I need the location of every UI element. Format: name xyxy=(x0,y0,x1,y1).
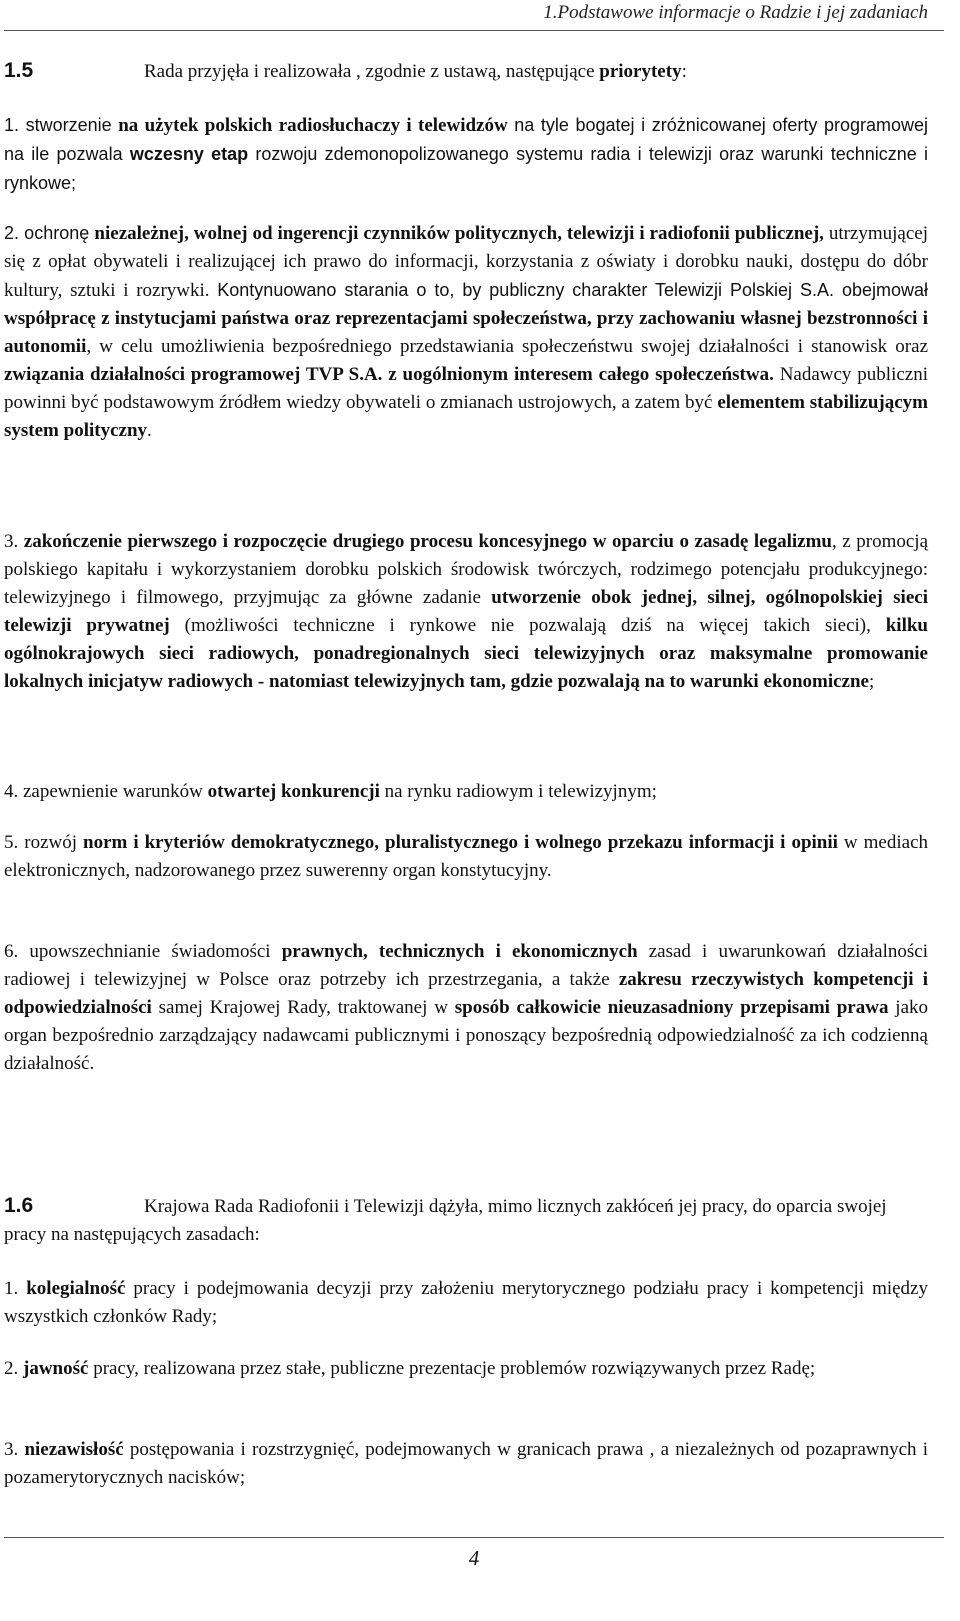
document-page xyxy=(4,0,944,1621)
item-text: , z promocją polskiego kapitału i wykorzystaniem dorobku polskich środowisk twórczych, rodzimego potencjału produkcyjnego: telewizyjnego i filmowego, przyjmując za główne zadanie xyxy=(4,531,929,608)
item-bold: wczesny etap xyxy=(129,144,249,164)
priority-item-6 xyxy=(4,938,928,1078)
item-text: zasad i uwarunkowań działalności radiowej i telewizyjnej w Polsce oraz potrzeby ich przestrzegania, a także xyxy=(4,941,928,990)
item-bold: współpracę z instytucjami państwa oraz reprezentacjami społeczeństwa, przy zachowaniu własnej bezstronności i autonomii xyxy=(4,308,928,357)
item-bold: elementem stabilizującym system polityczny xyxy=(4,392,928,441)
item-bold: otwartej konkurencji xyxy=(207,781,380,802)
item-text: utrzymującej się z opłat obywateli i realizującej ich prawo do informacji, korzystania z oświaty i dorobku nauki, dostępu do dóbr kultury, sztuki i rozrywki. xyxy=(4,223,928,301)
item-bold: zakresu rzeczywistych kompetencji i odpowiedzialności xyxy=(4,969,928,1018)
principle-item-3 xyxy=(4,1436,928,1492)
section-1-6-heading xyxy=(4,1192,928,1249)
item-text: 1. xyxy=(4,1278,27,1299)
item-text: 3. xyxy=(4,1439,25,1460)
item-bold: jawność xyxy=(23,1358,89,1379)
item-text: 1. stworzenie xyxy=(4,115,119,135)
item-bold: zakończenie pierwszego i rozpoczęcie drugiego procesu koncesyjnego w oparciu o zasadę legalizmu xyxy=(23,531,832,552)
item-text: na rynku radiowym i telewizyjnym; xyxy=(379,781,657,802)
item-bold: sposób całkowicie nieuzasadniony przepisami prawa xyxy=(454,997,889,1018)
section-intro-bold: priorytety xyxy=(599,61,682,82)
item-text: (możliwości techniczne i rynkowe nie pozwalają dziś na więcej takich sieci), xyxy=(169,615,886,636)
item-text: w mediach elektronicznych, nadzorowanego przez suwerenny organ konstytucyjny. xyxy=(4,832,929,881)
item-text: jako organ bezpośrednio zarządzający nadawcami publicznymi i ponoszący bezpośrednią odpowiedzialność za ich codzienną działalność. xyxy=(4,997,928,1074)
priority-item-1 xyxy=(4,111,928,198)
item-text: ; xyxy=(868,671,875,692)
item-text: , w celu umożliwienia bezpośredniego przedstawiania społeczeństwu swojej działalności i stanowisk oraz xyxy=(86,336,928,357)
footer-rule xyxy=(4,1537,944,1538)
running-header: 1.Podstawowe informacje o Radzie i jej zadaniach xyxy=(543,2,928,23)
page-number: 4 xyxy=(468,1546,480,1570)
item-text: 4. zapewnienie warunków xyxy=(4,781,208,802)
item-bold: związania działalności programowej TVP S.A. z uogólnionym interesem całego społeczeństwa. xyxy=(4,364,774,385)
item-text: 2. ochronę xyxy=(4,223,95,243)
priority-item-2 xyxy=(4,219,928,445)
item-text: 2. xyxy=(4,1358,23,1379)
item-bold: na użytek polskich radiosłuchaczy i telewidzów xyxy=(118,115,508,136)
item-text: 5. rozwój xyxy=(4,832,83,853)
principle-item-1 xyxy=(4,1275,928,1331)
item-bold: utworzenie obok jednej, silnej, ogólnopolskiej sieci telewizji prywatnej xyxy=(4,587,928,636)
item-text: Kontynuowano starania o to, by publiczny charakter Telewizji Polskiej S.A. obejmował xyxy=(217,280,928,300)
item-bold: kolegialność xyxy=(26,1278,126,1299)
priority-item-5 xyxy=(4,829,928,885)
item-text: . xyxy=(147,420,152,441)
item-text: samej Krajowej Rady, traktowanej w xyxy=(151,997,455,1018)
section-number: 1.6 xyxy=(4,1194,34,1217)
item-text: pracy, realizowana przez stałe, publiczne prezentacje problemów rozwiązywanych przez Radę; xyxy=(88,1358,816,1379)
header-rule xyxy=(4,30,944,31)
item-text: rozwoju zdemonopolizowanego systemu radia i telewizji oraz warunki techniczne i rynkowe; xyxy=(4,144,928,193)
item-bold: niezależnej, wolnej od ingerencji czynników politycznych, telewizji i radiofonii publicznej, xyxy=(94,223,824,244)
item-bold: kilku ogólnokrajowych sieci radiowych, ponadregionalnych sieci telewizyjnych oraz maksymalne promowanie lokalnych inicjatyw radiowych - natomiast telewizyjnych tam, gdzie pozwalają na to warunki ekonomiczne xyxy=(4,615,928,692)
item-text: pracy i podejmowania decyzji przy założeniu merytorycznego podziału pracy i kompetencji między wszystkich członków Rady; xyxy=(4,1278,928,1327)
section-intro: Krajowa Rada Radiofonii i Telewizji dążyła, mimo licznych zakłóceń jej pracy, do oparcia swojej pracy na następujących zasadach: xyxy=(4,1196,887,1245)
item-bold: norm i kryteriów demokratycznego, pluralistycznego i wolnego przekazu informacji i opinii xyxy=(83,832,838,853)
item-bold: niezawisłość xyxy=(24,1439,124,1460)
section-intro-end: : xyxy=(681,61,687,82)
section-1-5-heading xyxy=(4,57,928,86)
principle-item-2 xyxy=(4,1355,928,1383)
item-text: postępowania i rozstrzygnięć, podejmowanych w granicach prawa , a niezależnych od pozaprawnych i pozamerytorycznych nacisków; xyxy=(4,1439,929,1488)
item-bold: prawnych, technicznych i ekonomicznych xyxy=(281,941,638,962)
item-text: Nadawcy publiczni powinni być podstawowym źródłem wiedzy obywateli o zmianach ustrojowych, a zatem być xyxy=(4,364,928,413)
priority-item-4 xyxy=(4,778,928,806)
section-number: 1.5 xyxy=(4,59,34,82)
item-text: na tyle bogatej i zróżnicowanej oferty programowej na ile pozwala xyxy=(4,115,928,164)
item-text: 3. xyxy=(4,531,24,552)
section-intro: Rada przyjęła i realizowała , zgodnie z ustawą, następujące xyxy=(144,61,600,82)
priority-item-3 xyxy=(4,528,928,696)
item-text: 6. upowszechnianie świadomości xyxy=(4,941,282,962)
